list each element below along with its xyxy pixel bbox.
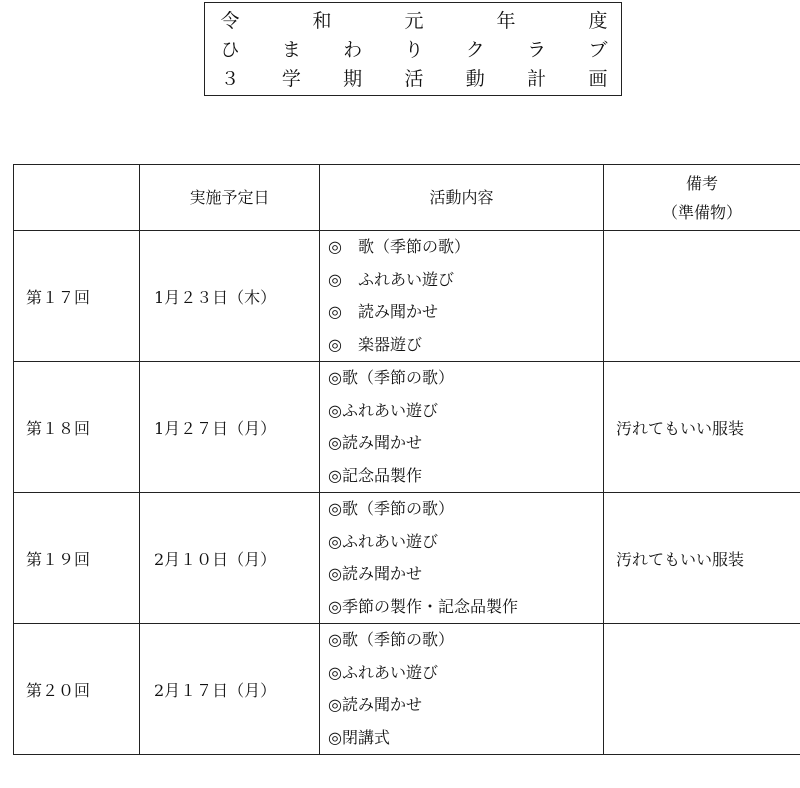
activity-item: ◎ 歌（季節の歌） [328,237,470,256]
title-char: 元 [404,10,424,32]
note-cell [604,624,800,755]
title-char: 度 [588,10,608,32]
title-char: ク [465,39,485,61]
activities-cell [320,362,604,493]
header-date: 実施予定日 [140,165,320,231]
table-row [14,231,800,362]
activity-item: ◎歌（季節の歌） [328,368,454,387]
title-line-club [219,36,609,65]
activity-item: ◎季節の製作・記念品製作 [328,596,518,616]
title-char: 計 [527,68,547,90]
date-cell: 1月２３日（木） [140,231,320,362]
title-char: り [404,39,424,61]
date-cell: 1月２７日（月） [140,362,320,493]
activities-cell [320,231,604,362]
activity-item: ◎読み聞かせ [328,564,422,583]
table-row [14,362,800,493]
activity-item: ◎読み聞かせ [328,433,422,452]
activity-item: ◎閉講式 [328,727,390,747]
title-char: ま [281,39,301,61]
header-remarks [604,165,800,231]
activity-item: ◎ふれあい遊び [328,400,438,420]
title-char: 期 [343,68,363,90]
title-char: 学 [281,68,301,90]
title-char: 活 [404,68,424,90]
header-remarks-label: 備考 [685,173,718,193]
header-remarks-sub: （準備物） [661,202,742,222]
activity-item: ◎ふれあい遊び [328,531,438,551]
title-char: 画 [588,68,608,90]
note-cell: 汚れてもいい服装 [604,493,800,624]
title-char: 令 [220,10,240,32]
note-cell [604,231,800,362]
header-activities: 活動内容 [320,165,604,231]
table-row [14,493,800,624]
table-header-row [14,165,800,231]
activity-item: ◎読み聞かせ [328,695,422,714]
activity-item: ◎ 読み聞かせ [328,302,438,321]
title-line-plan [219,65,609,94]
title-char: ブ [588,39,608,61]
activity-item: ◎ふれあい遊び [328,662,438,682]
note-cell: 汚れてもいい服装 [604,362,800,493]
activity-item: ◎ 楽器遊び [328,334,422,354]
activity-plan-table [13,164,800,755]
title-char: ひ [220,39,240,61]
title-char: ラ [527,39,547,61]
title-line-year [219,7,609,36]
session-cell: 第１７回 [14,231,140,362]
session-cell: 第１８回 [14,362,140,493]
date-cell: 2月１０日（月） [140,493,320,624]
title-char: ３ [220,68,240,90]
activities-cell [320,624,604,755]
date-cell: 2月１７日（月） [140,624,320,755]
activity-item: ◎ ふれあい遊び [328,269,454,289]
table-row [14,624,800,755]
title-char: 年 [496,10,516,32]
activity-item: ◎歌（季節の歌） [328,630,454,649]
document-title [204,2,622,96]
title-char: 動 [465,68,485,90]
session-cell: 第１９回 [14,493,140,624]
header-session [14,165,140,231]
session-cell: 第２０回 [14,624,140,755]
activity-item: ◎記念品製作 [328,465,422,485]
activity-item: ◎歌（季節の歌） [328,499,454,518]
activities-cell [320,493,604,624]
title-char: 和 [312,10,332,32]
title-char: わ [343,39,363,61]
